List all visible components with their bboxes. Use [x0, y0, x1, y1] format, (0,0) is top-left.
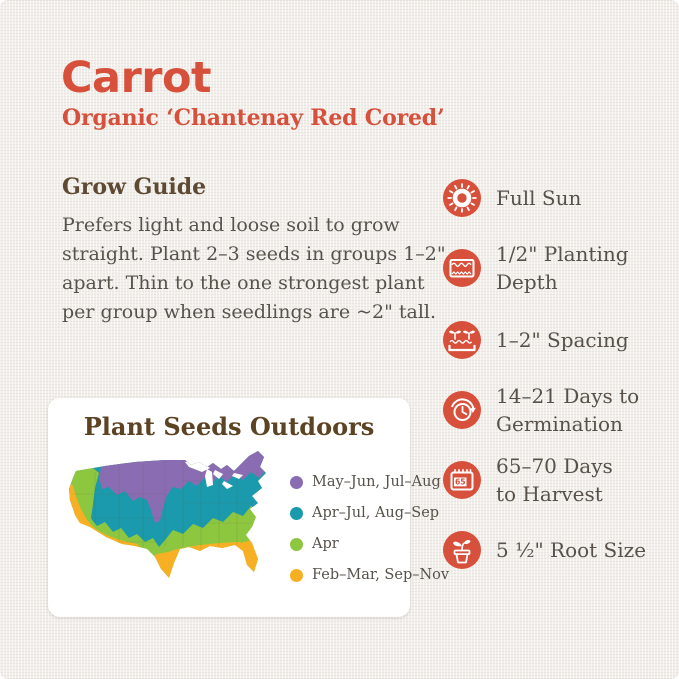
spec-label: Full Sun: [496, 186, 582, 210]
grow-guide-heading: Grow Guide: [62, 174, 207, 200]
grow-guide-line: per group when seedlings are ~2" tall.: [62, 301, 437, 323]
planting-map-title: Plant Seeds Outdoors: [83, 412, 375, 441]
page-title: Carrot: [61, 53, 212, 103]
calendar-day-number: 65: [455, 477, 466, 487]
spec-row-spacing: [442, 320, 629, 360]
legend-item: Apr: [290, 536, 449, 552]
spec-row-harvest: [442, 454, 613, 506]
legend-dot-yellow: [290, 569, 303, 582]
spec-label: 5 ½" Root Size: [496, 538, 647, 562]
germination-clock-icon: [442, 390, 482, 430]
legend-dot-green: [290, 538, 303, 551]
planting-depth-icon: [442, 248, 482, 288]
legend-item: Apr–Jul, Aug–Sep: [290, 505, 449, 521]
map-legend: [290, 474, 449, 583]
legend-dot-teal: [290, 507, 303, 520]
legend-item: May–Jun, Jul–Aug: [290, 474, 449, 490]
spec-row-root-size: [442, 530, 646, 570]
legend-item: Feb–Mar, Sep–Nov: [290, 567, 449, 583]
us-planting-zone-map: [60, 448, 292, 608]
spec-label: 1/2" Planting Depth: [496, 242, 629, 294]
spec-row-germination: [442, 384, 640, 436]
spec-row-full-sun: [442, 178, 581, 218]
legend-dot-purple: [290, 476, 303, 489]
spec-label: 65–70 Days to Harvest: [496, 454, 613, 506]
sun-icon: [442, 178, 482, 218]
spec-label: 14–21 Days to Germination: [496, 384, 640, 436]
grow-guide-line: Prefers light and loose soil to grow: [62, 214, 400, 236]
grow-guide-line: apart. Thin to the one strongest plant: [62, 272, 425, 294]
planting-map-card: [48, 398, 450, 617]
grow-guide-line: straight. Plant 2–3 seeds in groups 1–2": [62, 243, 446, 265]
spacing-icon: [442, 320, 482, 360]
spec-row-planting-depth: [442, 242, 629, 294]
grow-guide-paragraph: [62, 211, 446, 327]
variety-subtitle: Organic ‘Chantenay Red Cored’: [62, 105, 445, 131]
spec-label: 1–2" Spacing: [496, 328, 629, 352]
